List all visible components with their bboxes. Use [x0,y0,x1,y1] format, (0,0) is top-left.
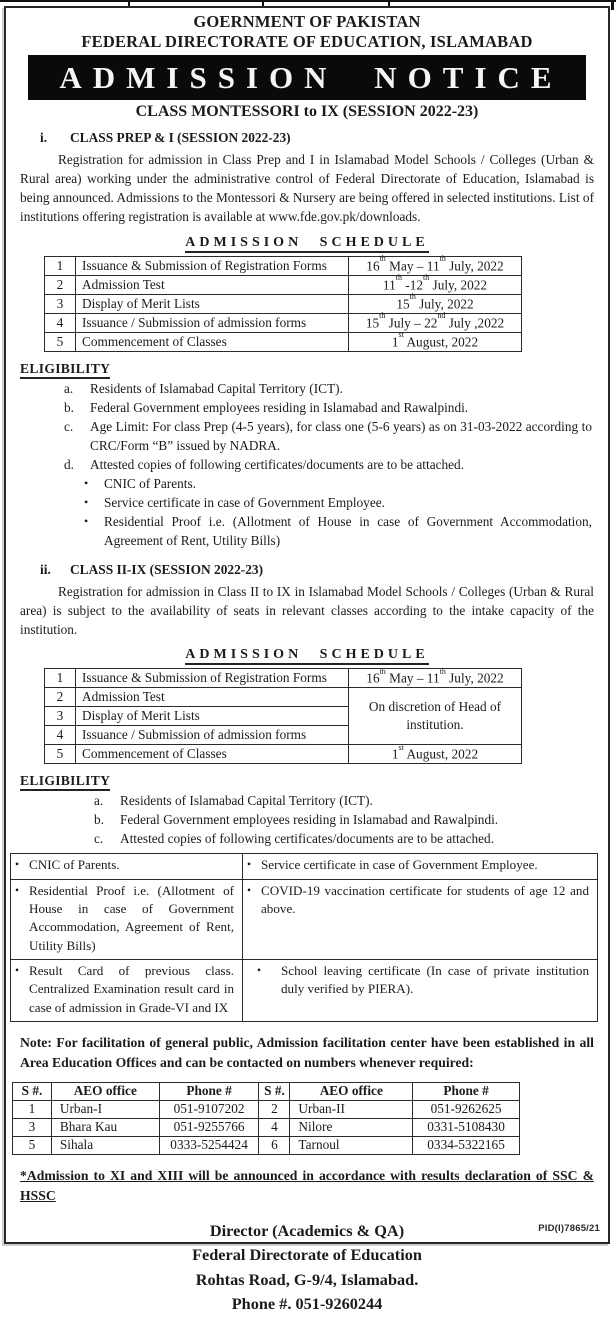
table-row: 5 Commencement of Classes 1st August, 2022 [45,745,522,764]
government-title-line: GOERNMENT OF PAKISTAN [193,12,421,31]
section-ii-paragraph: Registration for admission in Class II to IX in Islamabad Model Schools / Colleges (Urban & Rural area) is subject to the availability of seats in relevant classes according to the intake capacity of the institution. [20,583,594,637]
notice-frame [4,6,610,1314]
bullet-icon: • [15,859,20,872]
bullet-icon: • [84,513,89,528]
admission-schedule-heading-2: ADMISSION SCHEDULE [20,647,594,663]
document-bullet-item: • Residential Proof i.e. (Allotment of House in case of Government Accommodation, Agreement of Rent, Utility Bills) [84,513,592,548]
section-ii-heading [26,562,594,578]
table-row: • Result Card of previous class. Centralized Examination result card in case of admission in Grade-VI and IX • School leaving certificate (In case of private institution duly verified by PIERA). [11,960,598,1022]
eligibility-list-2 [20,791,594,848]
table-row: 3 Display of Merit Lists [45,707,522,726]
table-row: 3 Display of Merit Lists 15th July, 2022 [45,294,522,313]
bullet-icon: • [15,884,20,897]
bullet-icon: • [15,965,20,978]
newsprint-tick [611,0,614,10]
eligibility-item: c. Age Limit: For class Prep (4-5 years), for class one (5-6 years) as on 31-03-2022 according to CRC/Form “B” issued by NADRA. [64,418,592,453]
eligibility-item: a. Residents of Islamabad Capital Territory (ICT). [64,380,343,396]
section-ii-number: ii. [40,561,51,577]
table-row: 1 Issuance & Submission of Registration Forms 16th May – 11th July, 2022 [45,256,522,275]
admission-schedule-table-1 [44,253,522,352]
section-i-paragraph: Registration for admission in Class Prep and I in Islamabad Model Schools / Colleges (Urban & Rural area) working under the administrative control of Federal Directorate of Education, Islamabad is being announced. Admissions to the Montessori & Nursery are being offered in selected institutions. List of institutions offering registration is available at www.fde.gov.pk/downloads. [20,152,594,224]
directorate-title-line: FEDERAL DIRECTORATE OF EDUCATION, ISLAMABAD [81,32,533,52]
admission-notice-banner: ADMISSION NOTICE [28,55,586,100]
eligibility-item: d. Attested copies of following certificates/documents are to be attached. [64,456,465,472]
admission-schedule-heading-1: ADMISSION SCHEDULE [20,235,594,251]
signatory-phone: Phone #. 051-9260244 [231,1294,383,1314]
document-bullet-item: • CNIC of Parents. [84,475,196,491]
section-i-title: CLASS PREP & I (SESSION 2022-23) [70,130,291,146]
note-paragraph: Note: For facilitation of general public, Admission facilitation center have been established in all Area Education Offices and can be contacted on numbers whenever required: [20,1035,594,1070]
table-row: • CNIC of Parents. • Service certificate in case of Government Employee. [11,854,598,879]
signature-block [20,1219,594,1317]
merged-discretion-cell: On discretion of Head of institution. [349,688,522,745]
eligibility-heading-1: ELIGIBILITY [20,361,594,377]
table-row: 5 Commencement of Classes 1st August, 2022 [45,332,522,351]
table-header-row: S #. AEO office Phone # S #. AEO office Phone # [13,1082,520,1100]
table-row: 4 Issuance / Submission of admission forms [45,726,522,745]
star-note: *Admission to XI and XIII will be announced in accordance with results declaration of SSC & HSSC [20,1167,594,1204]
table-row: 1 Urban-I 051-9107202 2 Urban-II 051-9262625 [13,1100,520,1118]
eligibility-list-1 [20,379,594,474]
table-row: 2 Admission Test 11th -12th July, 2022 [45,275,522,294]
newsprint-crop-rule [0,0,616,2]
bullet-icon: • [247,859,252,872]
table-row: 3 Bhara Kau 051-9255766 4 Nilore 0331-5108430 [13,1118,520,1136]
signatory-address: Rohtas Road, G-9/4, Islamabad. [195,1269,419,1289]
bullet-icon: • [257,965,262,978]
document-bullet-item: • Service certificate in case of Government Employee. [84,494,385,510]
documents-bullet-list [20,474,594,550]
table-row: 1 Issuance & Submission of Registration Forms 16th May – 11th July, 2022 [45,669,522,688]
certificates-table [10,853,598,1022]
section-i-heading [26,130,594,146]
pid-number: PID(I)7865/21 [538,1223,600,1234]
table-row: 5 Sihala 0333-5254424 6 Tarnoul 0334-5322165 [13,1136,520,1154]
bullet-icon: • [247,884,252,897]
admission-schedule-table-2 [44,668,522,764]
section-i-number: i. [40,130,48,146]
table-row: 4 Issuance / Submission of admission forms 15th July – 22nd July ,2022 [45,313,522,332]
eligibility-heading-2: ELIGIBILITY [20,773,594,789]
bullet-icon: • [84,494,89,509]
eligibility-item: c. Attested copies of following certificates/documents are to be attached. [94,831,495,847]
class-range-subtitle: CLASS MONTESSORI to IX (SESSION 2022-23) [135,103,479,121]
aeo-contacts-table [12,1082,520,1155]
table-row: 2 Admission Test On discretion of Head of institution. [45,688,522,707]
eligibility-item: a. Residents of Islamabad Capital Territory (ICT). [94,793,373,809]
section-ii-title: CLASS II-IX (SESSION 2022-23) [70,561,264,577]
signatory-title: Director (Academics & QA) [209,1220,405,1240]
eligibility-item: b. Federal Government employees residing in Islamabad and Rawalpindi. [94,812,499,828]
signatory-org: Federal Directorate of Education [192,1245,422,1265]
eligibility-item: b. Federal Government employees residing in Islamabad and Rawalpindi. [64,399,469,415]
table-row: • Residential Proof i.e. (Allotment of House in case of Government Accommodation, Agreement of Rent, Utility Bills) • COVID-19 vaccination certificate for students of age 12 and above. [11,879,598,959]
bullet-icon: • [84,475,89,490]
